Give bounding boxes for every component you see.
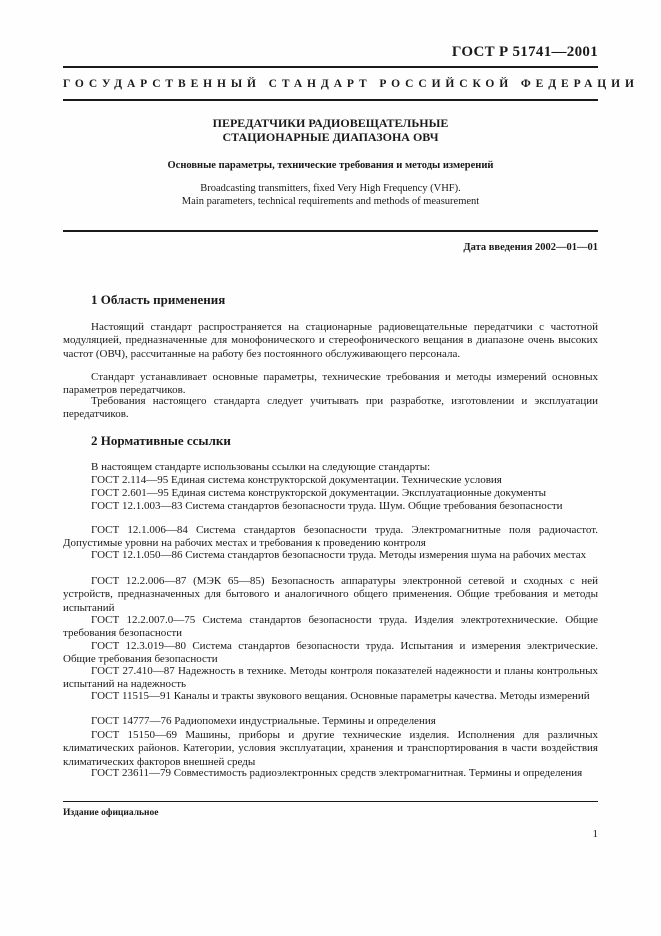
section-1-paragraph: Стандарт устанавливает основные параметры, технические требования и методы измерений основных параметров передатчиков. <box>63 371 598 397</box>
reference-item: ГОСТ 12.2.006—87 (МЭК 65—85) Безопасность аппаратуры электронной сетевой и сходных с ней устройств, предназначенных для бытового и аналогичного общего применения. Общие требования и методы испытаний <box>63 575 598 614</box>
reference-item: ГОСТ 14777—76 Радиопомехи индустриальные. Термины и определения <box>91 715 436 727</box>
reference-item: ГОСТ 11515—91 Каналы и тракты звукового вещания. Основные параметры качества. Методы измерений <box>91 690 590 702</box>
reference-item: ГОСТ 12.3.019—80 Система стандартов безопасности труда. Испытания и измерения электрические. Общие требования безопасности <box>63 640 598 666</box>
title-line-2: СТАЦИОНАРНЫЕ ДИАПАЗОНА ОВЧ <box>222 130 439 144</box>
document-number: ГОСТ Р 51741—2001 <box>451 44 598 60</box>
reference-item: ГОСТ 12.1.006—84 Система стандартов безопасности труда. Электромагнитные поля радиочастот. Допустимые уровни на рабочих местах и требования к проведению контроля <box>63 524 598 550</box>
header-rule-top <box>63 66 598 68</box>
section-1-paragraph: Настоящий стандарт распространяется на стационарные радиовещательные передатчики с частотной модуляцией, предназначенные для монофонического и стереофонического вещания в диапазоне очень высоких частот (ОВЧ), рассчитанные на работу без постоянного обслуживающего персонала. <box>63 321 598 360</box>
reference-item: ГОСТ 12.2.007.0—75 Система стандартов безопасности труда. Изделия электротехнические. Общие требования безопасности <box>63 614 598 640</box>
standard-banner: ГОСУДАРСТВЕННЫЙ СТАНДАРТ РОССИЙСКОЙ ФЕДЕРАЦИИ <box>63 78 639 90</box>
reference-item: ГОСТ 12.1.003—83 Система стандартов безопасности труда. Шум. Общие требования безопасности <box>91 500 563 512</box>
edition-label: Издание официальное <box>63 808 159 818</box>
english-title <box>63 183 598 208</box>
reference-item: ГОСТ 2.114—95 Единая система конструкторской документации. Технические условия <box>91 474 502 486</box>
header-rule-bottom <box>63 99 598 101</box>
introduction-date: Дата введения 2002—01—01 <box>463 242 598 253</box>
reference-item: ГОСТ 2.601—95 Единая система конструкторской документации. Эксплуатационные документы <box>91 487 546 499</box>
section-2-heading: 2 Нормативные ссылки <box>91 433 231 448</box>
reference-item: ГОСТ 12.1.050—86 Система стандартов безопасности труда. Методы измерения шума на рабочих местах <box>91 549 587 561</box>
reference-item: ГОСТ 15150—69 Машины, приборы и другие технические изделия. Исполнения для различных климатических районов. Категории, условия эксплуатации, хранения и транспортирования в части воздействия климатических факторов внешней среды <box>63 729 598 768</box>
page-number: 1 <box>592 828 598 840</box>
section-1-paragraph: Требования настоящего стандарта следует учитывать при разработке, изготовлении и эксплуатации передатчиков. <box>63 395 598 421</box>
title-line-1: ПЕРЕДАТЧИКИ РАДИОВЕЩАТЕЛЬНЫЕ <box>212 116 449 130</box>
footer-rule <box>63 801 598 802</box>
english-title-line-2: Main parameters, technical requirements and methods of measurement <box>181 195 480 207</box>
document-subtitle: Основные параметры, технические требования и методы измерений <box>167 160 494 171</box>
reference-item: ГОСТ 23611—79 Совместимость радиоэлектронных средств электромагнитная. Термины и определения <box>91 767 583 779</box>
document-title <box>63 116 598 144</box>
title-rule <box>63 230 598 232</box>
section-1-heading: 1 Область применения <box>91 292 226 307</box>
english-title-line-1: Broadcasting transmitters, fixed Very High Frequency (VHF). <box>200 183 461 194</box>
reference-item: ГОСТ 27.410—87 Надежность в технике. Методы контроля показателей надежности и планы контрольных испытаний на надежность <box>63 665 598 691</box>
reference-item: В настоящем стандарте использованы ссылки на следующие стандарты: <box>91 461 431 473</box>
